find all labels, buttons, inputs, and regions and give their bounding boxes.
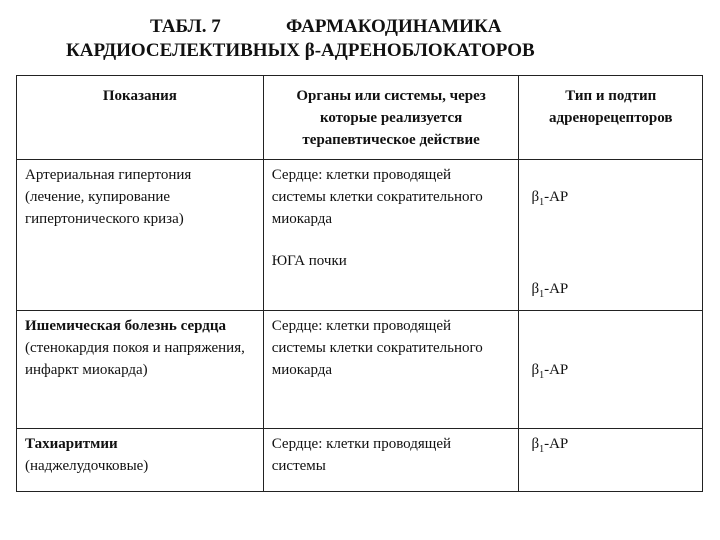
indication-cell xyxy=(17,429,264,492)
title-line-1: ФАРМАКОДИНАМИКА xyxy=(286,16,502,37)
indication-text: (стенокардия покоя и напряжения, инфаркт миокарда) xyxy=(25,340,245,378)
receptor-cell xyxy=(519,160,703,311)
organs-cell xyxy=(263,311,519,429)
table-row xyxy=(17,311,703,429)
organs-cell xyxy=(263,429,519,492)
indication-cell xyxy=(17,160,264,311)
organ-text: Сердце: клетки проводящей системы клетки сократительного миокарда xyxy=(271,318,483,378)
header-receptors: Тип и подтип адренорецепторов xyxy=(519,76,703,160)
receptor-text: $\beta_1-АР$ xyxy=(531,436,569,455)
receptor-cell xyxy=(519,311,703,429)
pharmacodynamics-table xyxy=(16,75,703,492)
indication-bold: Ишемическая болезнь сердца xyxy=(25,318,226,334)
receptor-cell xyxy=(519,429,703,492)
receptor-text: $\beta_1-АР$ xyxy=(531,189,569,208)
indication-text: Артериальная гипертония (лечение, купирование гипертонического криза) xyxy=(25,167,192,227)
organ-text: Сердце: клетки проводящей системы клетки сократительного миокарда xyxy=(271,167,483,227)
header-indications: Показания xyxy=(17,76,264,160)
receptor-text: $\beta_1-АР$ xyxy=(531,281,569,300)
table-row xyxy=(17,160,703,311)
header-organs: Органы или системы, через которые реализуется терапевтическое действие xyxy=(263,76,519,160)
table-number: ТАБЛ. 7 xyxy=(150,16,221,37)
organ-text: Сердце: клетки проводящей системы xyxy=(271,436,452,474)
title-line-2: КАРДИОСЕЛЕКТИВНЫХ β-АДРЕНОБЛОКАТОРОВ xyxy=(66,40,535,61)
indication-bold: Тахиаритмии xyxy=(25,436,118,452)
indication-cell xyxy=(17,311,264,429)
indication-text: (наджелудочковые) xyxy=(25,458,149,474)
organs-cell xyxy=(263,160,519,311)
table-row xyxy=(17,429,703,492)
organ-text: ЮГА почки xyxy=(271,253,347,269)
receptor-text: $\beta_1-АР$ xyxy=(531,362,569,381)
